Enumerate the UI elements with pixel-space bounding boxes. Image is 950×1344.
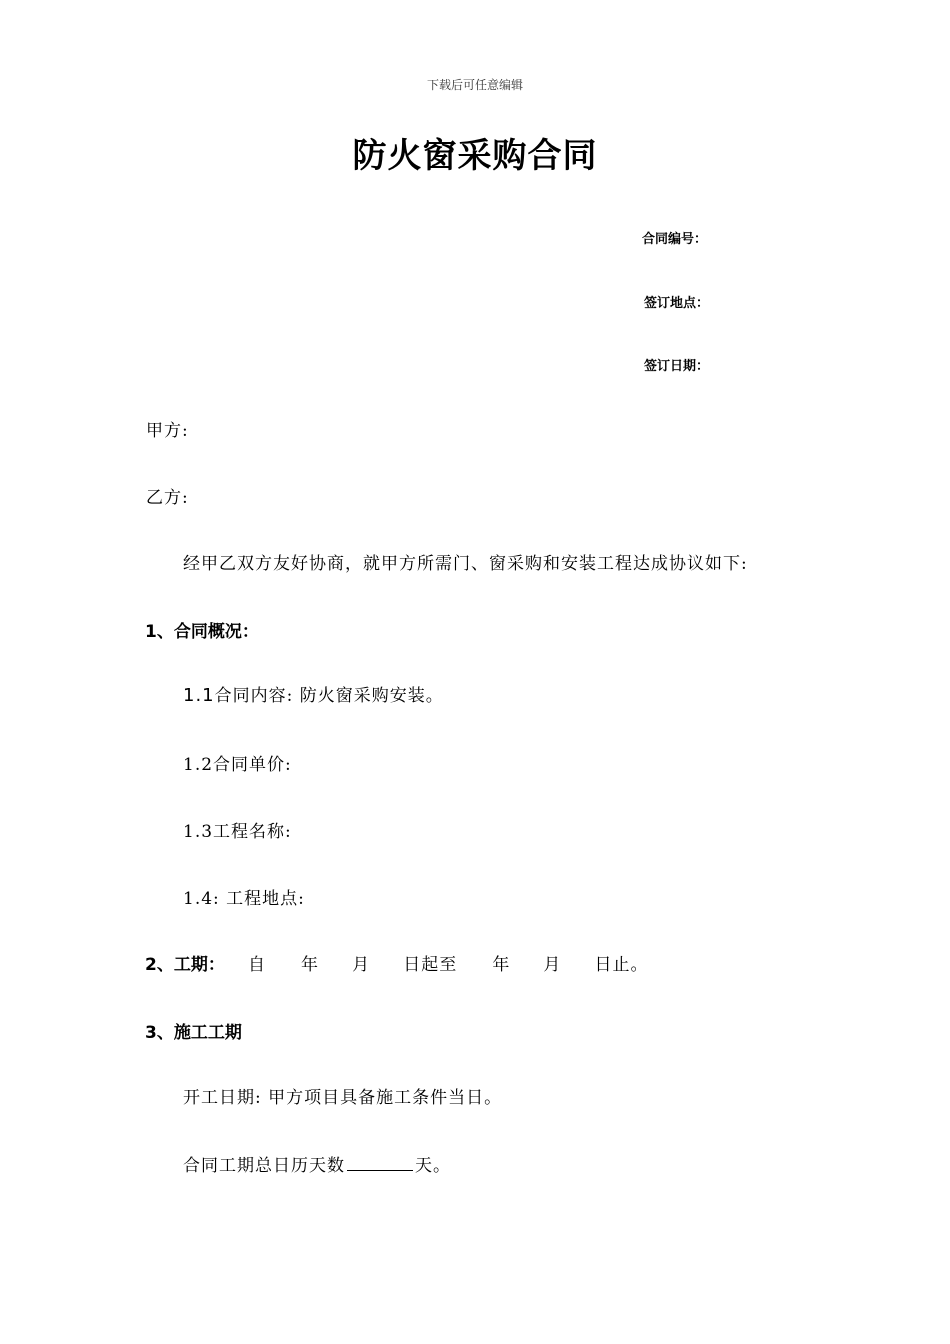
- party-b-label: 乙方:: [146, 488, 189, 508]
- document-title: 防火窗采购合同: [352, 136, 598, 176]
- sign-date-label: 签订日期：: [644, 359, 710, 374]
- item-1-number: 1.1: [183, 685, 215, 706]
- item-1-text: 合同内容: 防火窗采购安装。: [214, 686, 444, 706]
- section-3-heading: 3、施工工期: [145, 1023, 242, 1043]
- total-days-line: [183, 1151, 451, 1176]
- total-days-suffix: 天。: [415, 1156, 451, 1176]
- year-2: 年: [492, 955, 511, 975]
- section-2-heading: 2、工期：: [145, 955, 225, 975]
- section-1-item-1: [183, 681, 444, 706]
- contract-number-label: 合同编号：: [642, 232, 708, 247]
- section-2-line: [145, 950, 649, 975]
- year-1: 年: [301, 955, 320, 975]
- section-1-item-3: 1.3工程名称:: [183, 822, 292, 842]
- day-2: 日止。: [594, 955, 649, 975]
- start-date-text: 开工日期: 甲方项目具备施工条件当日。: [183, 1088, 503, 1108]
- day-1: 日起至: [403, 955, 458, 975]
- month-1: 月: [352, 955, 371, 975]
- total-days-prefix: 合同工期总日历天数: [183, 1156, 345, 1176]
- month-2: 月: [543, 955, 562, 975]
- header-note: 下载后可任意编辑: [426, 78, 523, 92]
- sign-place-label: 签订地点：: [644, 296, 710, 311]
- party-a-label: 甲方:: [146, 421, 189, 441]
- intro-paragraph: 经甲乙双方友好协商，就甲方所需门、窗采购和安装工程达成协议如下:: [183, 554, 748, 574]
- total-days-blank: [347, 1169, 413, 1171]
- section-1-item-4: 1.4: 工程地点:: [183, 889, 305, 909]
- section-1-heading: 1、合同概况：: [145, 622, 259, 642]
- from-text: 自: [247, 955, 266, 975]
- section-1-item-2: 1.2合同单价:: [183, 755, 292, 775]
